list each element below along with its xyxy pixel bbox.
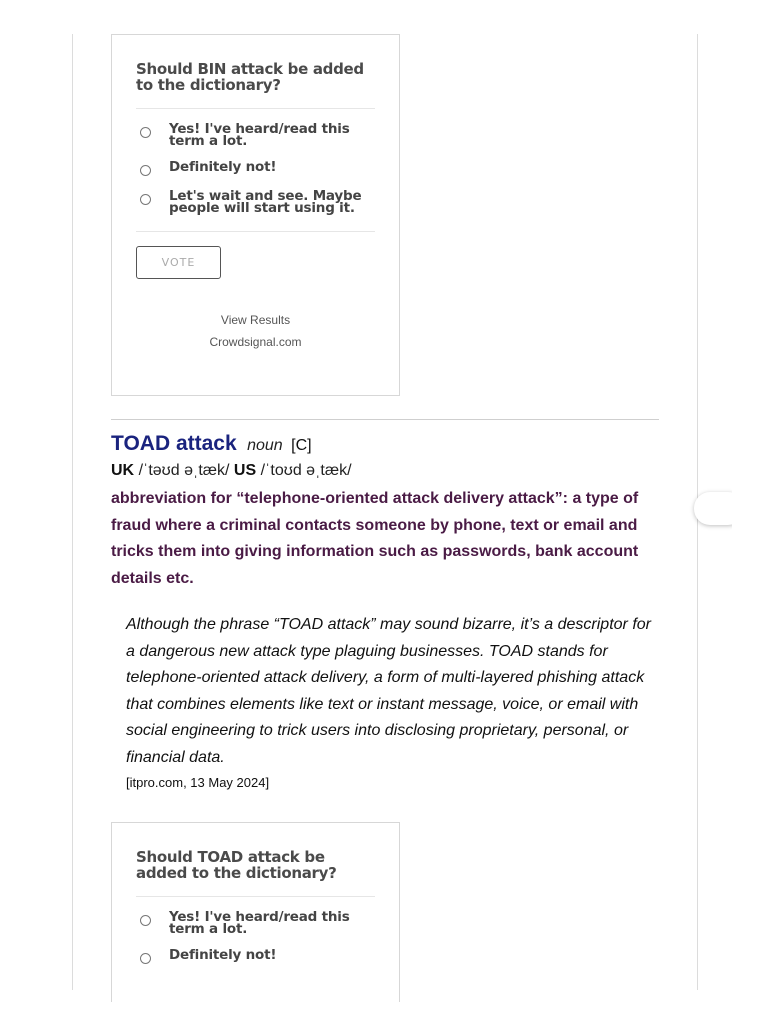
poll-bin-attack xyxy=(111,34,400,396)
uk-label: UK xyxy=(111,462,135,479)
poll-option-yes[interactable] xyxy=(136,911,375,935)
poll-option-label[interactable]: Yes! I've heard/read this term a lot. xyxy=(169,909,350,937)
poll-option-label[interactable]: Definitely not! xyxy=(169,947,277,963)
radio-button[interactable] xyxy=(140,915,151,926)
poll-links xyxy=(136,309,375,353)
poll-divider xyxy=(136,896,375,897)
pronunciation-line xyxy=(111,458,671,484)
grammar-code: [C] xyxy=(291,437,312,454)
poll-option-label[interactable]: Definitely not! xyxy=(169,159,277,175)
poll-option-wait[interactable] xyxy=(136,190,375,214)
poll-toad-attack xyxy=(111,822,400,1002)
poll-option-label[interactable]: Let's wait and see. Maybe people will start using it. xyxy=(169,188,362,216)
example-quote: Although the phrase “TOAD attack” may sound bizarre, it’s a descriptor for a dangerous new attack type plaguing businesses. TOAD stands for telephone-oriented attack delivery, a form of multi-layered phishing attack that combines elements like text or instant message, voice, or email with social engineering to trick users into disclosing proprietary, personal, or financial data. xyxy=(126,616,651,766)
radio-button[interactable] xyxy=(140,194,151,205)
headword-line xyxy=(111,430,671,460)
part-of-speech: noun xyxy=(247,437,283,454)
poll-question: Should TOAD attack be added to the dictionary? xyxy=(136,848,337,882)
radio-button[interactable] xyxy=(140,165,151,176)
dictionary-entry xyxy=(111,430,671,592)
poll-question: Should BIN attack be added to the dictionary? xyxy=(136,60,364,94)
poll-option-label[interactable]: Yes! I've heard/read this term a lot. xyxy=(169,121,350,149)
radio-button[interactable] xyxy=(140,953,151,964)
definition: abbreviation for “telephone-oriented attack delivery attack”: a type of fraud where a criminal contacts someone by phone, text or email and tricks them into giving information such as passwords, bank account details etc. xyxy=(111,490,639,587)
entry-divider xyxy=(111,419,659,420)
edge-cover xyxy=(732,480,768,540)
uk-pronunciation: /ˈtəʊd əˌtæk/ xyxy=(138,462,230,479)
us-pronunciation: /ˈtoʊd əˌtæk/ xyxy=(260,462,352,479)
content-border-left xyxy=(72,34,73,990)
poll-divider xyxy=(136,108,375,109)
poll-option-no[interactable] xyxy=(136,161,375,176)
headword: TOAD attack xyxy=(111,432,237,455)
quote-citation: [itpro.com, 13 May 2024] xyxy=(126,775,270,790)
poll-option-no[interactable] xyxy=(136,949,375,964)
poll-divider xyxy=(136,231,375,232)
radio-button[interactable] xyxy=(140,127,151,138)
us-label: US xyxy=(233,462,257,479)
crowdsignal-link[interactable]: Crowdsignal.com xyxy=(209,335,302,349)
poll-option-yes[interactable] xyxy=(136,123,375,147)
view-results-link[interactable]: View Results xyxy=(220,313,291,327)
vote-button[interactable]: VOTE xyxy=(136,246,221,279)
